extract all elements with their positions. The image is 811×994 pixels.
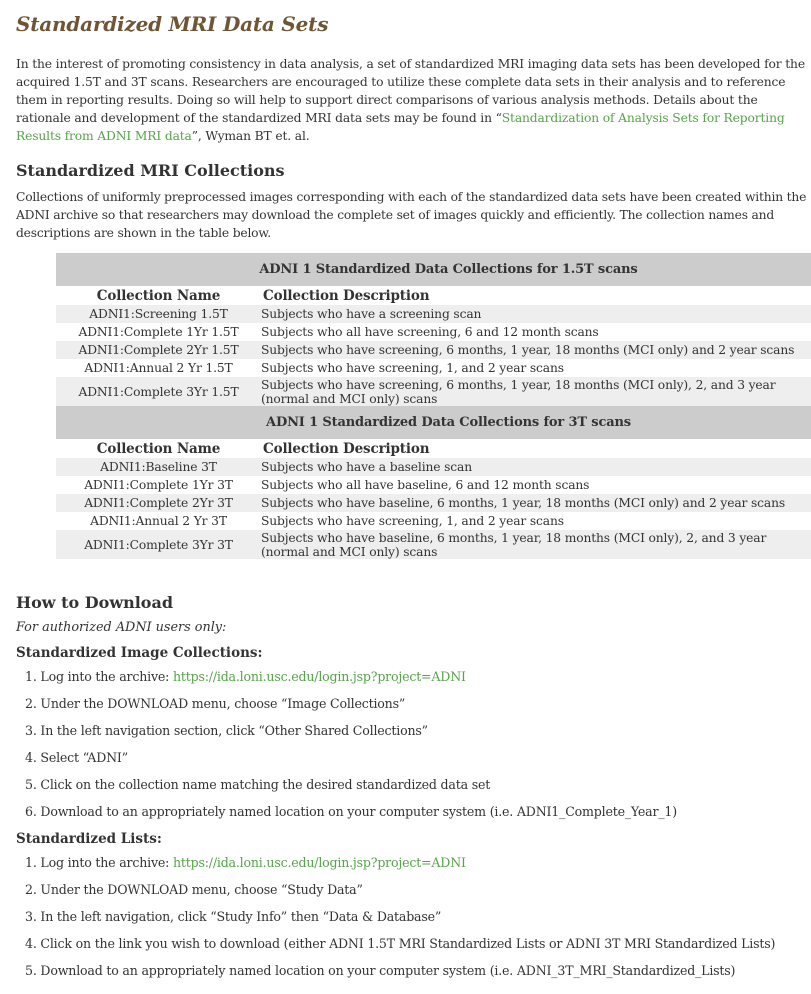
step-item [25, 881, 811, 899]
authorized-users-note [16, 619, 811, 637]
table-row [56, 476, 811, 494]
step-text: 6. Download to an appropriately named location on your computer system (i.e. ADNI1_Complete_Year_1) [25, 804, 677, 819]
table-row [56, 323, 811, 341]
table-row [56, 458, 811, 476]
collection-name-cell: ADNI1:Annual 2 Yr 3T [56, 512, 261, 530]
step-text: 5. Download to an appropriately named location on your computer system (i.e. ADNI_3T_MRI_Standardized_Lists) [25, 963, 736, 978]
collection-description-cell: Subjects who have a screening scan [261, 305, 811, 323]
table-row [56, 377, 811, 406]
table-row [56, 341, 811, 359]
step-item [25, 962, 811, 980]
step-item [25, 854, 811, 872]
standardized-lists-heading: Standardized Lists: [16, 831, 162, 847]
collection-name-cell: ADNI1:Complete 1Yr 3T [56, 476, 261, 494]
table-row [56, 512, 811, 530]
collection-name-cell: ADNI1:Complete 3Yr 1.5T [56, 377, 261, 406]
image-collections-steps [16, 668, 811, 821]
standardized-lists-steps [16, 854, 811, 980]
page-title: Standardized MRI Data Sets [16, 12, 329, 36]
collection-description-cell: Subjects who have baseline, 6 months, 1 year, 18 months (MCI only), 2, and 3 year (normal and MCI only) scans [261, 530, 811, 559]
step-text: 3. In the left navigation section, click “Other Shared Collections” [25, 723, 428, 738]
collections-heading: Standardized MRI Collections [16, 161, 285, 180]
table-title-row [56, 406, 811, 439]
collection-description-cell: Subjects who have screening, 1, and 2 year scans [261, 512, 811, 530]
intro-text-end: ”, Wyman BT et. al. [191, 129, 310, 143]
step-text: 4. Click on the link you wish to download (either ADNI 1.5T MRI Standardized Lists or ADNI 3T MRI Standardized Lists) [25, 936, 776, 951]
collection-description-cell: Subjects who all have screening, 6 and 12 month scans [261, 323, 811, 341]
collection-name-cell: ADNI1:Annual 2 Yr 1.5T [56, 359, 261, 377]
how-to-download-heading: How to Download [16, 593, 174, 612]
collection-description-cell: Subjects who have screening, 1, and 2 year scans [261, 359, 811, 377]
step-text: 3. In the left navigation, click “Study Info” then “Data & Database” [25, 909, 442, 924]
image-collections-heading: Standardized Image Collections: [16, 645, 263, 661]
step-text: 1. Log into the archive: [25, 669, 173, 684]
step-text: 1. Log into the archive: [25, 855, 173, 870]
table-header-row [56, 439, 811, 458]
table-row [56, 530, 811, 559]
collection-name-cell: ADNI1:Complete 1Yr 1.5T [56, 323, 261, 341]
table-row [56, 359, 811, 377]
column-header-collection-name: Collection Name [56, 439, 261, 458]
collections-table [56, 253, 811, 559]
step-text: 4. Select “ADNI” [25, 750, 128, 765]
table-row [56, 305, 811, 323]
step-item [25, 668, 811, 686]
column-header-collection-description: Collection Description [261, 439, 811, 458]
step-item [25, 722, 811, 740]
step-item [25, 935, 811, 953]
collection-description-cell: Subjects who have a baseline scan [261, 458, 811, 476]
table-header-row [56, 286, 811, 305]
step-text: 2. Under the DOWNLOAD menu, choose “Study Data” [25, 882, 363, 897]
collection-name-cell: ADNI1:Complete 2Yr 1.5T [56, 341, 261, 359]
step-item [25, 749, 811, 767]
authorized-users-colon: : [222, 620, 227, 635]
collection-description-cell: Subjects who have screening, 6 months, 1 year, 18 months (MCI only) and 2 year scans [261, 341, 811, 359]
column-header-collection-description: Collection Description [261, 286, 811, 305]
table-title: ADNI 1 Standardized Data Collections for 1.5T scans [56, 253, 811, 286]
table-row [56, 494, 811, 512]
archive-login-link[interactable]: https://ida.loni.usc.edu/login.jsp?project=ADNI [172, 669, 466, 684]
collection-description-cell: Subjects who all have baseline, 6 and 12 month scans [261, 476, 811, 494]
collection-description-cell: Subjects who have baseline, 6 months, 1 year, 18 months (MCI only) and 2 year scans [261, 494, 811, 512]
table-title-row [56, 253, 811, 286]
step-item [25, 803, 811, 821]
intro-text: In the interest of promoting consistency in data analysis, a set of standardized MRI imaging data sets has been developed for the acquired 1.5T and 3T scans. Researchers are encouraged to utilize these complete data sets in their analysis and to reference them in reporting results. Doing so will help to support direct comparisons of various analysis methods. Details about the rationale and development of the standardized MRI data sets may be found in “ [16, 57, 805, 125]
intro-paragraph [16, 55, 806, 145]
step-text: 5. Click on the collection name matching the desired standardized data set [25, 777, 491, 792]
collection-name-cell: ADNI1:Baseline 3T [56, 458, 261, 476]
step-item [25, 776, 811, 794]
collection-name-cell: ADNI1:Screening 1.5T [56, 305, 261, 323]
table-title: ADNI 1 Standardized Data Collections for 3T scans [56, 406, 811, 439]
step-item [25, 908, 811, 926]
collection-description-cell: Subjects who have screening, 6 months, 1 year, 18 months (MCI only), 2, and 3 year (normal and MCI only) scans [261, 377, 811, 406]
step-item [25, 695, 811, 713]
archive-login-link[interactable]: https://ida.loni.usc.edu/login.jsp?project=ADNI [172, 855, 466, 870]
column-header-collection-name: Collection Name [56, 286, 261, 305]
collection-name-cell: ADNI1:Complete 2Yr 3T [56, 494, 261, 512]
authorized-users-text: For authorized ADNI users only [16, 620, 223, 635]
collection-name-cell: ADNI1:Complete 3Yr 3T [56, 530, 261, 559]
collections-description: Collections of uniformly preprocessed images corresponding with each of the standardized data sets have been created within the ADNI archive so that researchers may download the complete set of images quickly and efficiently. The collection names and descriptions are shown in the table below. [16, 190, 807, 240]
standardization-paper-link[interactable]: Standardization of Analysis Sets for Reporting Results from ADNI MRI data [16, 111, 785, 143]
step-text: 2. Under the DOWNLOAD menu, choose “Image Collections” [25, 696, 406, 711]
